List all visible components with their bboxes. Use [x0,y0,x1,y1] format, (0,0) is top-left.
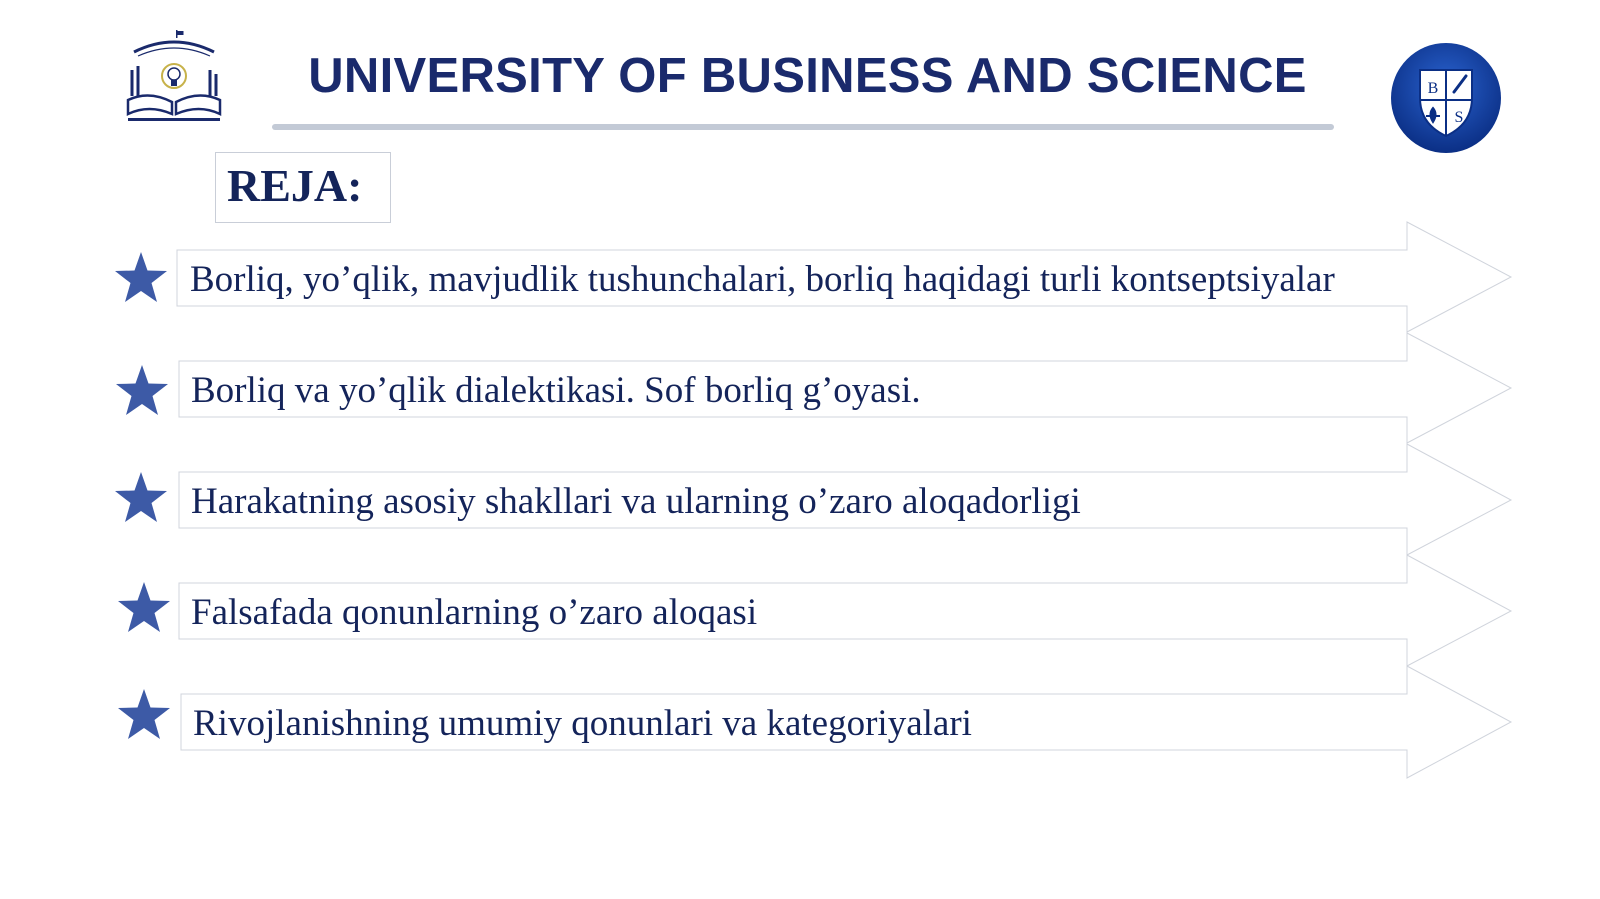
badge-letter-b: B [1427,80,1439,97]
star-icon [113,363,171,419]
plan-item-5: Rivojlanishning umumiy qonunlari va kategoriyalari [193,703,972,744]
plan-item-4: Falsafada qonunlarning o’zaro aloqasi [191,592,758,633]
star-icon [115,687,173,743]
star-icon [115,580,173,636]
page-title: UNIVERSITY OF BUSINESS AND SCIENCE [308,49,1307,103]
star-icon [112,250,170,306]
badge-letter-s: S [1454,109,1464,126]
plan-item-2: Borliq va yo’qlik dialektikasi. Sof borliq g’oyasi. [191,370,921,411]
plan-item-3: Harakatning asosiy shakllari va ularning o’zaro aloqadorligi [191,481,1081,522]
star-icon [112,470,170,526]
plan-item-1: Borliq, yo’qlik, mavjudlik tushunchalari, borliq haqidagi turli kontseptsiyalar [190,259,1335,300]
plan-heading: REJA: [227,160,363,211]
